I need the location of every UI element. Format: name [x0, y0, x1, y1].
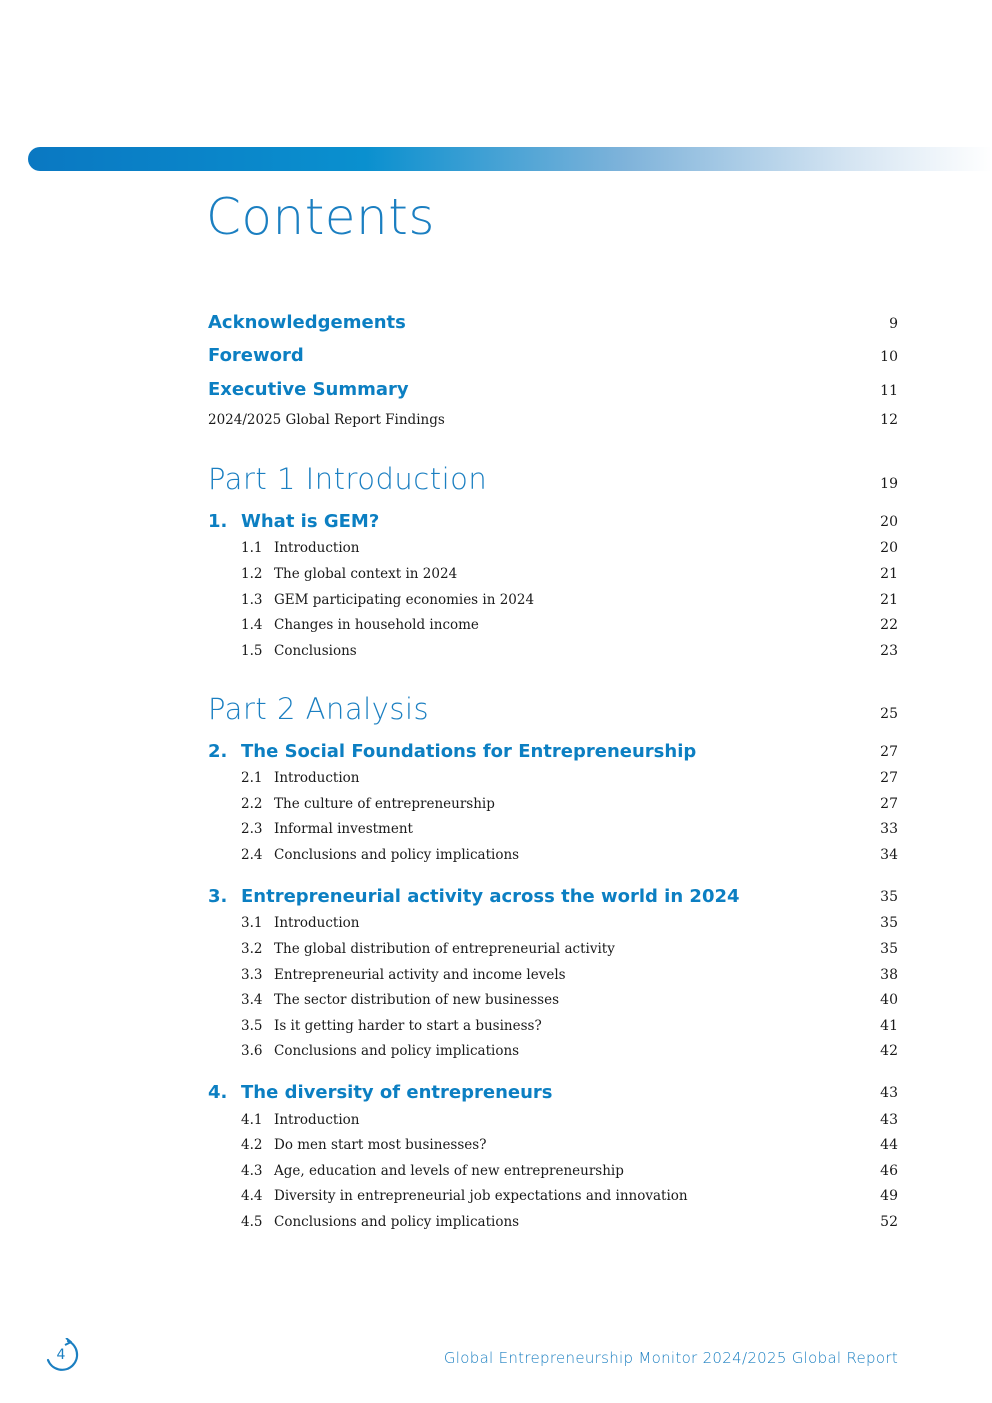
toc-entry-acknowledgements[interactable] [208, 312, 898, 338]
toc-section[interactable] [208, 1137, 898, 1157]
toc-page-number: 22 [880, 617, 898, 633]
part-title: Part 1 Introduction [208, 462, 488, 496]
toc-entry-title: 2024/2025 Global Report Findings [208, 412, 445, 428]
toc-section[interactable] [208, 1043, 898, 1063]
toc-section[interactable] [208, 1214, 898, 1234]
section-title: Diversity in entrepreneurial job expectations and innovation [274, 1188, 688, 1204]
section-number: 1.2 [241, 566, 263, 582]
section-number: 1.1 [241, 540, 263, 556]
toc-part-1[interactable] [208, 462, 898, 502]
toc-section[interactable] [208, 1018, 898, 1038]
section-title: Conclusions and policy implications [274, 847, 520, 863]
toc-page-number: 20 [880, 540, 898, 556]
section-title: Age, education and levels of new entrepreneurship [274, 1163, 624, 1179]
toc-page-number: 35 [880, 941, 898, 957]
section-number: 4.1 [241, 1112, 263, 1128]
toc-page-number: 35 [880, 889, 898, 905]
toc-section[interactable] [208, 617, 898, 637]
toc-section[interactable] [208, 1112, 898, 1132]
section-number: 4.2 [241, 1137, 263, 1153]
toc-section[interactable] [208, 770, 898, 790]
section-number: 2.1 [241, 770, 263, 786]
chapter-number: 3. [208, 886, 228, 907]
toc-chapter-3[interactable] [208, 886, 898, 910]
toc-page-number: 19 [880, 476, 898, 492]
section-title: Entrepreneurial activity and income levels [274, 967, 566, 983]
section-number: 4.5 [241, 1214, 263, 1230]
page-title: Contents [206, 188, 435, 246]
section-title: Is it getting harder to start a business? [274, 1018, 542, 1034]
toc-page-number: 43 [880, 1085, 898, 1101]
toc-section[interactable] [208, 992, 898, 1012]
section-number: 3.1 [241, 915, 263, 931]
toc-page-number: 11 [880, 383, 898, 399]
page-number-badge [44, 1338, 82, 1374]
toc-page-number: 49 [880, 1188, 898, 1204]
toc-page-number: 46 [880, 1163, 898, 1179]
section-title: Conclusions [274, 643, 357, 659]
toc-section[interactable] [208, 967, 898, 987]
section-number: 1.5 [241, 643, 263, 659]
toc-section[interactable] [208, 1188, 898, 1208]
section-number: 4.4 [241, 1188, 263, 1204]
toc-page-number: 35 [880, 915, 898, 931]
section-number: 2.4 [241, 847, 263, 863]
toc-entry-global-report-findings[interactable] [208, 412, 898, 432]
section-number: 1.3 [241, 592, 263, 608]
section-number: 2.2 [241, 796, 263, 812]
toc-section[interactable] [208, 540, 898, 560]
toc-entry-title: Acknowledgements [208, 312, 406, 333]
toc-section[interactable] [208, 941, 898, 961]
chapter-title: Entrepreneurial activity across the world in 2024 [241, 886, 740, 907]
chapter-number: 2. [208, 741, 228, 762]
section-number: 3.3 [241, 967, 263, 983]
toc-section[interactable] [208, 1163, 898, 1183]
toc-section[interactable] [208, 566, 898, 586]
section-title: The global context in 2024 [274, 566, 458, 582]
toc-page-number: 33 [880, 821, 898, 837]
toc-entry-executive-summary[interactable] [208, 379, 898, 405]
toc-page-number: 27 [880, 770, 898, 786]
part-title: Part 2 Analysis [208, 692, 430, 726]
toc-section[interactable] [208, 643, 898, 663]
toc-page-number: 42 [880, 1043, 898, 1059]
toc-entry-foreword[interactable] [208, 345, 898, 371]
section-number: 3.4 [241, 992, 263, 1008]
toc-page-number: 40 [880, 992, 898, 1008]
section-number: 2.3 [241, 821, 263, 837]
section-title: Conclusions and policy implications [274, 1214, 520, 1230]
section-title: The sector distribution of new businesses [274, 992, 560, 1008]
section-title: Introduction [274, 770, 360, 786]
toc-page-number: 52 [880, 1214, 898, 1230]
toc-page-number: 21 [880, 566, 898, 582]
toc-section[interactable] [208, 796, 898, 816]
toc-chapter-1[interactable] [208, 511, 898, 535]
toc-page-number: 44 [880, 1137, 898, 1153]
toc-section[interactable] [208, 915, 898, 935]
toc-page-number: 23 [880, 643, 898, 659]
section-title: The global distribution of entrepreneurial activity [274, 941, 615, 957]
toc-page-number: 21 [880, 592, 898, 608]
section-title: Introduction [274, 540, 360, 556]
toc-page-number: 34 [880, 847, 898, 863]
section-number: 1.4 [241, 617, 263, 633]
section-title: Conclusions and policy implications [274, 1043, 520, 1059]
toc-page-number: 10 [880, 349, 898, 365]
toc-page-number: 12 [880, 412, 898, 428]
toc-page-number: 38 [880, 967, 898, 983]
toc-section[interactable] [208, 821, 898, 841]
toc-page-number: 9 [889, 316, 898, 332]
toc-page-number: 41 [880, 1018, 898, 1034]
toc-page-number: 25 [880, 706, 898, 722]
footer-report-title: Global Entrepreneurship Monitor 2024/2025 Global Report [443, 1349, 898, 1367]
chapter-number: 4. [208, 1082, 228, 1103]
toc-part-2[interactable] [208, 692, 898, 732]
section-title: Informal investment [274, 821, 413, 837]
chapter-title: The diversity of entrepreneurs [241, 1082, 553, 1103]
toc-chapter-4[interactable] [208, 1082, 898, 1106]
section-number: 3.2 [241, 941, 263, 957]
section-title: Introduction [274, 1112, 360, 1128]
toc-section[interactable] [208, 592, 898, 612]
toc-entry-title: Foreword [208, 345, 304, 366]
chapter-title: What is GEM? [241, 511, 380, 532]
section-number: 3.6 [241, 1043, 263, 1059]
section-title: Changes in household income [274, 617, 479, 633]
section-number: 3.5 [241, 1018, 263, 1034]
toc-page-number: 27 [880, 744, 898, 760]
chapter-title: The Social Foundations for Entrepreneurship [241, 741, 697, 762]
section-title: The culture of entrepreneurship [274, 796, 495, 812]
section-title: Introduction [274, 915, 360, 931]
table-of-contents [208, 0, 898, 1403]
footer-page-number: 4 [56, 1347, 66, 1363]
toc-entry-title: Executive Summary [208, 379, 409, 400]
section-number: 4.3 [241, 1163, 263, 1179]
section-title: GEM participating economies in 2024 [274, 592, 535, 608]
toc-section[interactable] [208, 847, 898, 867]
toc-page-number: 27 [880, 796, 898, 812]
toc-page-number: 20 [880, 514, 898, 530]
toc-page-number: 43 [880, 1112, 898, 1128]
toc-chapter-2[interactable] [208, 741, 898, 765]
chapter-number: 1. [208, 511, 228, 532]
section-title: Do men start most businesses? [274, 1137, 487, 1153]
